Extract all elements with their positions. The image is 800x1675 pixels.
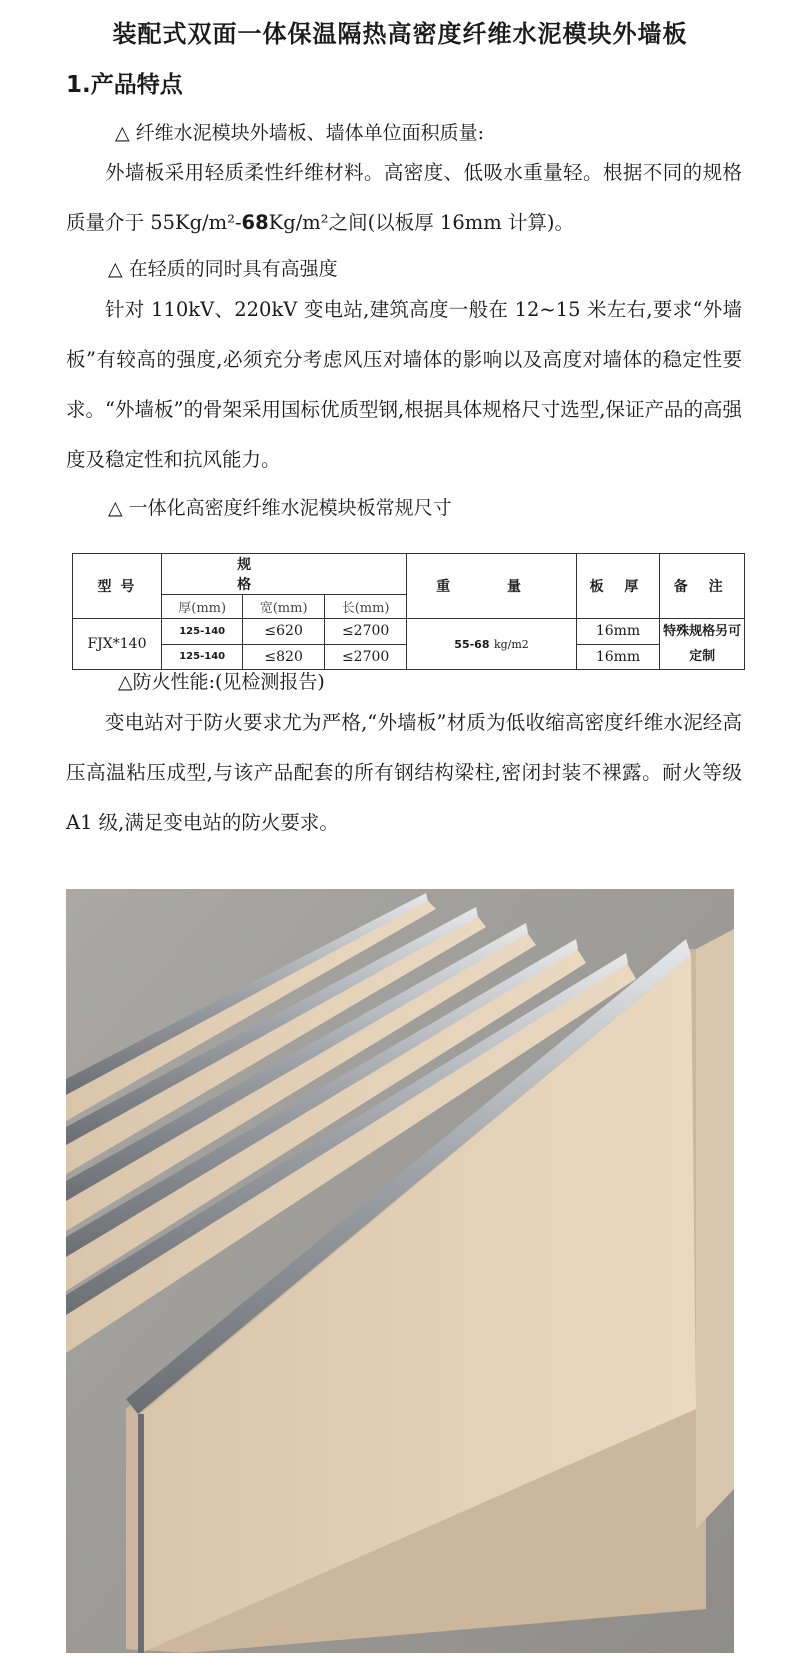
board-cell: 16mm bbox=[576, 644, 660, 670]
paragraph-weight: 外墙板采用轻质柔性纤维材料。高密度、低吸水重量轻。根据不同的规格质量介于 55Kg/m²-68Kg/m²之间(以板厚 16mm 计算)。 bbox=[66, 161, 742, 234]
thick-cell: 125-140 bbox=[161, 619, 242, 645]
product-photo bbox=[66, 889, 734, 1653]
col-weight-header: 重 量 bbox=[407, 554, 576, 619]
board-cell: 16mm bbox=[576, 619, 660, 645]
len-cell: ≤2700 bbox=[324, 644, 407, 670]
paragraph-fire: 变电站对于防火要求尤为严格,“外墙板”材质为低收缩高密度纤维水泥经高压高温粘压成型,与该产品配套的所有钢结构梁柱,密闭封装不裸露。耐火等级 A1 级,满足变电站的防火要求。 bbox=[66, 711, 742, 834]
model-cell: FJX*140 bbox=[73, 619, 162, 670]
subheading-sizes: △ 一体化高密度纤维水泥模块板常规尺寸 bbox=[108, 497, 452, 519]
thick-cell: 125-140 bbox=[161, 644, 242, 670]
subheading-fire: △防火性能:(见检测报告) bbox=[118, 671, 325, 693]
weight-cell: 55-68 kg/m2 bbox=[407, 619, 576, 670]
note-cell: 特殊规格另可定制 bbox=[660, 619, 745, 670]
width-cell: ≤620 bbox=[243, 619, 324, 645]
width-cell: ≤820 bbox=[243, 644, 324, 670]
col-model-header: 型 号 bbox=[73, 554, 162, 619]
spec-table bbox=[72, 553, 745, 670]
sub-width-header: 宽(mm) bbox=[243, 595, 324, 619]
section-heading: 1.产品特点 bbox=[66, 72, 183, 98]
subheading-weight: △ 纤维水泥模块外墙板、墙体单位面积质量: bbox=[115, 122, 485, 144]
subheading-strength: △ 在轻质的同时具有高强度 bbox=[108, 258, 338, 280]
paragraph-strength: 针对 110kV、220kV 变电站,建筑高度一般在 12~15 米左右,要求“外墙板”有较高的强度,必须充分考虑风压对墙体的影响以及高度对墙体的稳定性要求。“外墙板”的骨架采用国标优质型钢,根据具体规格尺寸选型,保证产品的高强度及稳定性和抗风能力。 bbox=[66, 298, 742, 471]
sub-len-header: 长(mm) bbox=[324, 595, 407, 619]
col-thick-header: 板 厚 bbox=[576, 554, 660, 619]
page-title: 装配式双面一体保温隔热高密度纤维水泥模块外墙板 bbox=[112, 20, 688, 48]
col-spec-header: 规 格 bbox=[161, 554, 406, 595]
len-cell: ≤2700 bbox=[324, 619, 407, 645]
sub-thick-header: 厚(mm) bbox=[161, 595, 242, 619]
col-note-header: 备 注 bbox=[660, 554, 745, 619]
